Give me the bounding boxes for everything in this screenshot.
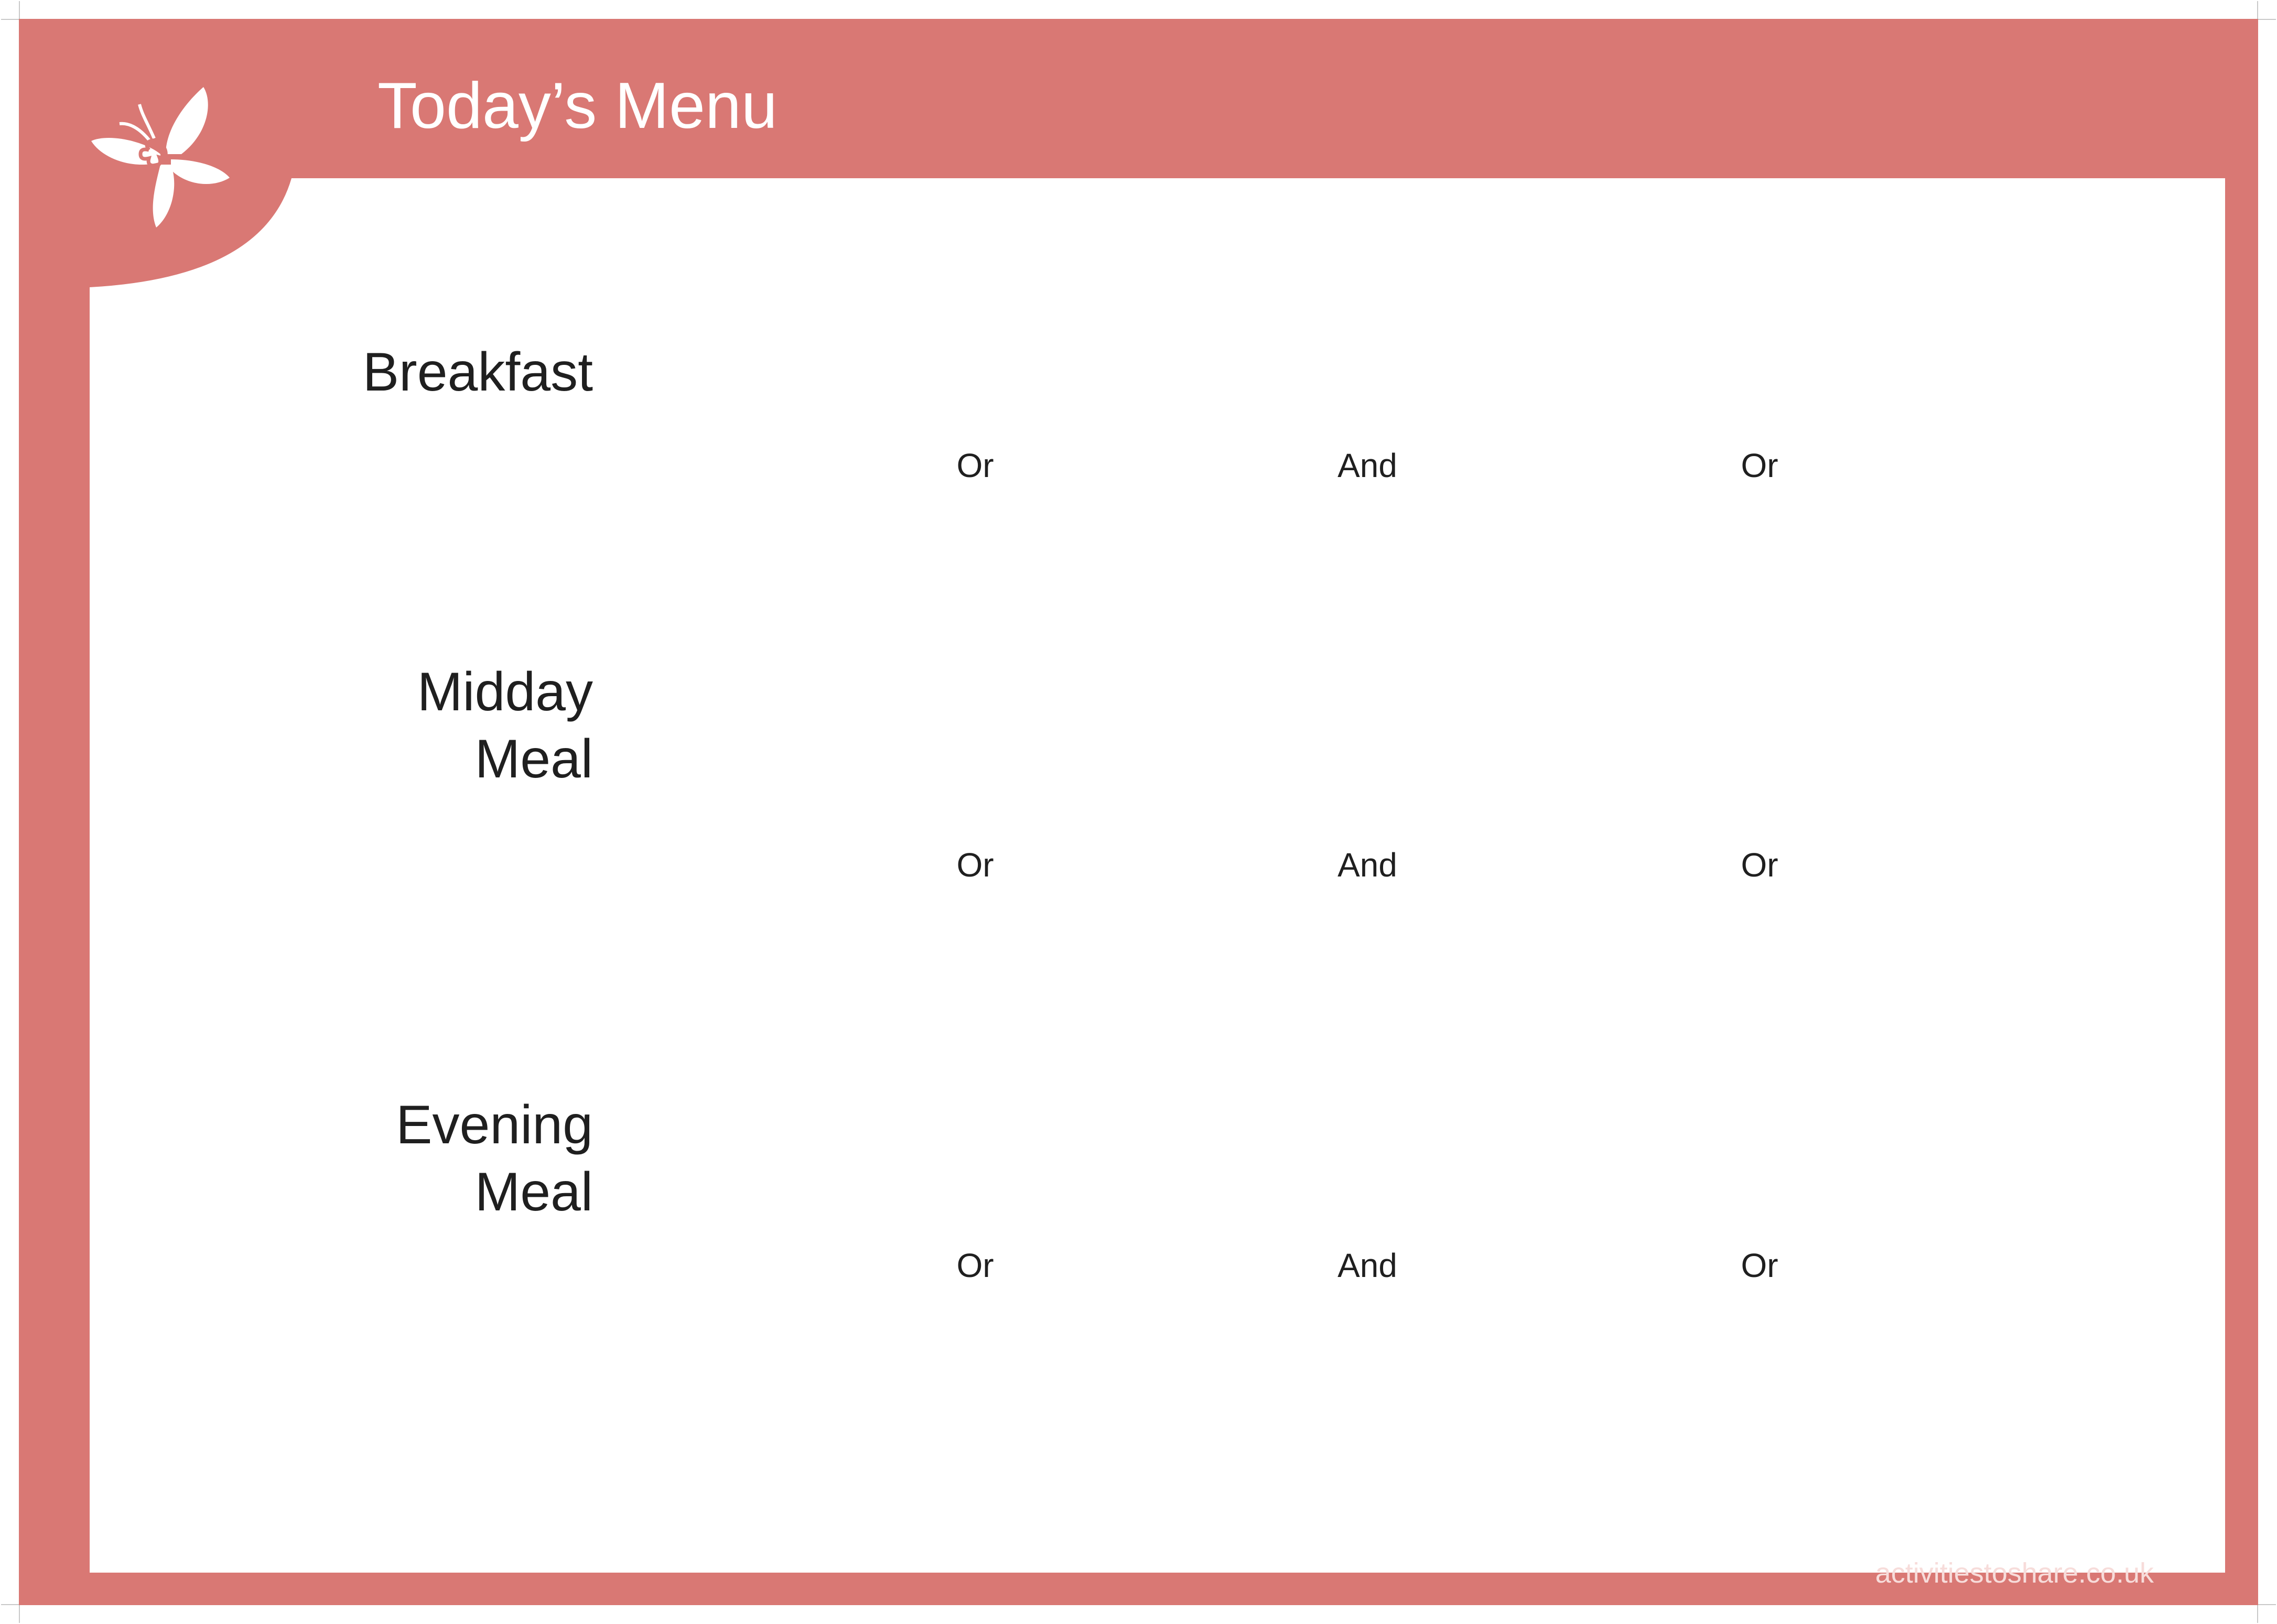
butterfly-puzzle-icon [87, 81, 239, 233]
crop-mark-top-right [2257, 1, 2276, 20]
meal-label-evening [226, 1091, 593, 1226]
crop-mark-bottom-left [1, 1604, 20, 1623]
page-title: Today’s Menu [377, 70, 778, 142]
crop-mark-top-left [1, 1, 20, 20]
connector-midday-1: Or [956, 846, 994, 884]
meal-label-line: Midday [417, 662, 593, 722]
connector-evening-3: Or [1741, 1247, 1778, 1284]
connector-midday-2: And [1337, 846, 1397, 884]
meal-label-line: Meal [474, 1162, 593, 1222]
connector-evening-2: And [1337, 1247, 1397, 1284]
connector-midday-3: Or [1741, 846, 1778, 884]
connector-breakfast-1: Or [956, 447, 994, 484]
connector-evening-1: Or [956, 1247, 994, 1284]
menu-frame [19, 19, 2258, 1605]
meal-label-line: Meal [474, 729, 593, 789]
meal-label-line: Evening [396, 1095, 593, 1155]
meal-label-breakfast [226, 339, 593, 406]
meal-label-line: Breakfast [362, 342, 593, 403]
connector-breakfast-2: And [1337, 447, 1397, 484]
crop-mark-bottom-right [2257, 1604, 2276, 1623]
meal-label-midday [226, 658, 593, 793]
footer-url: activitiestoshare.co.uk [1875, 1557, 2154, 1589]
connector-breakfast-3: Or [1741, 447, 1778, 484]
